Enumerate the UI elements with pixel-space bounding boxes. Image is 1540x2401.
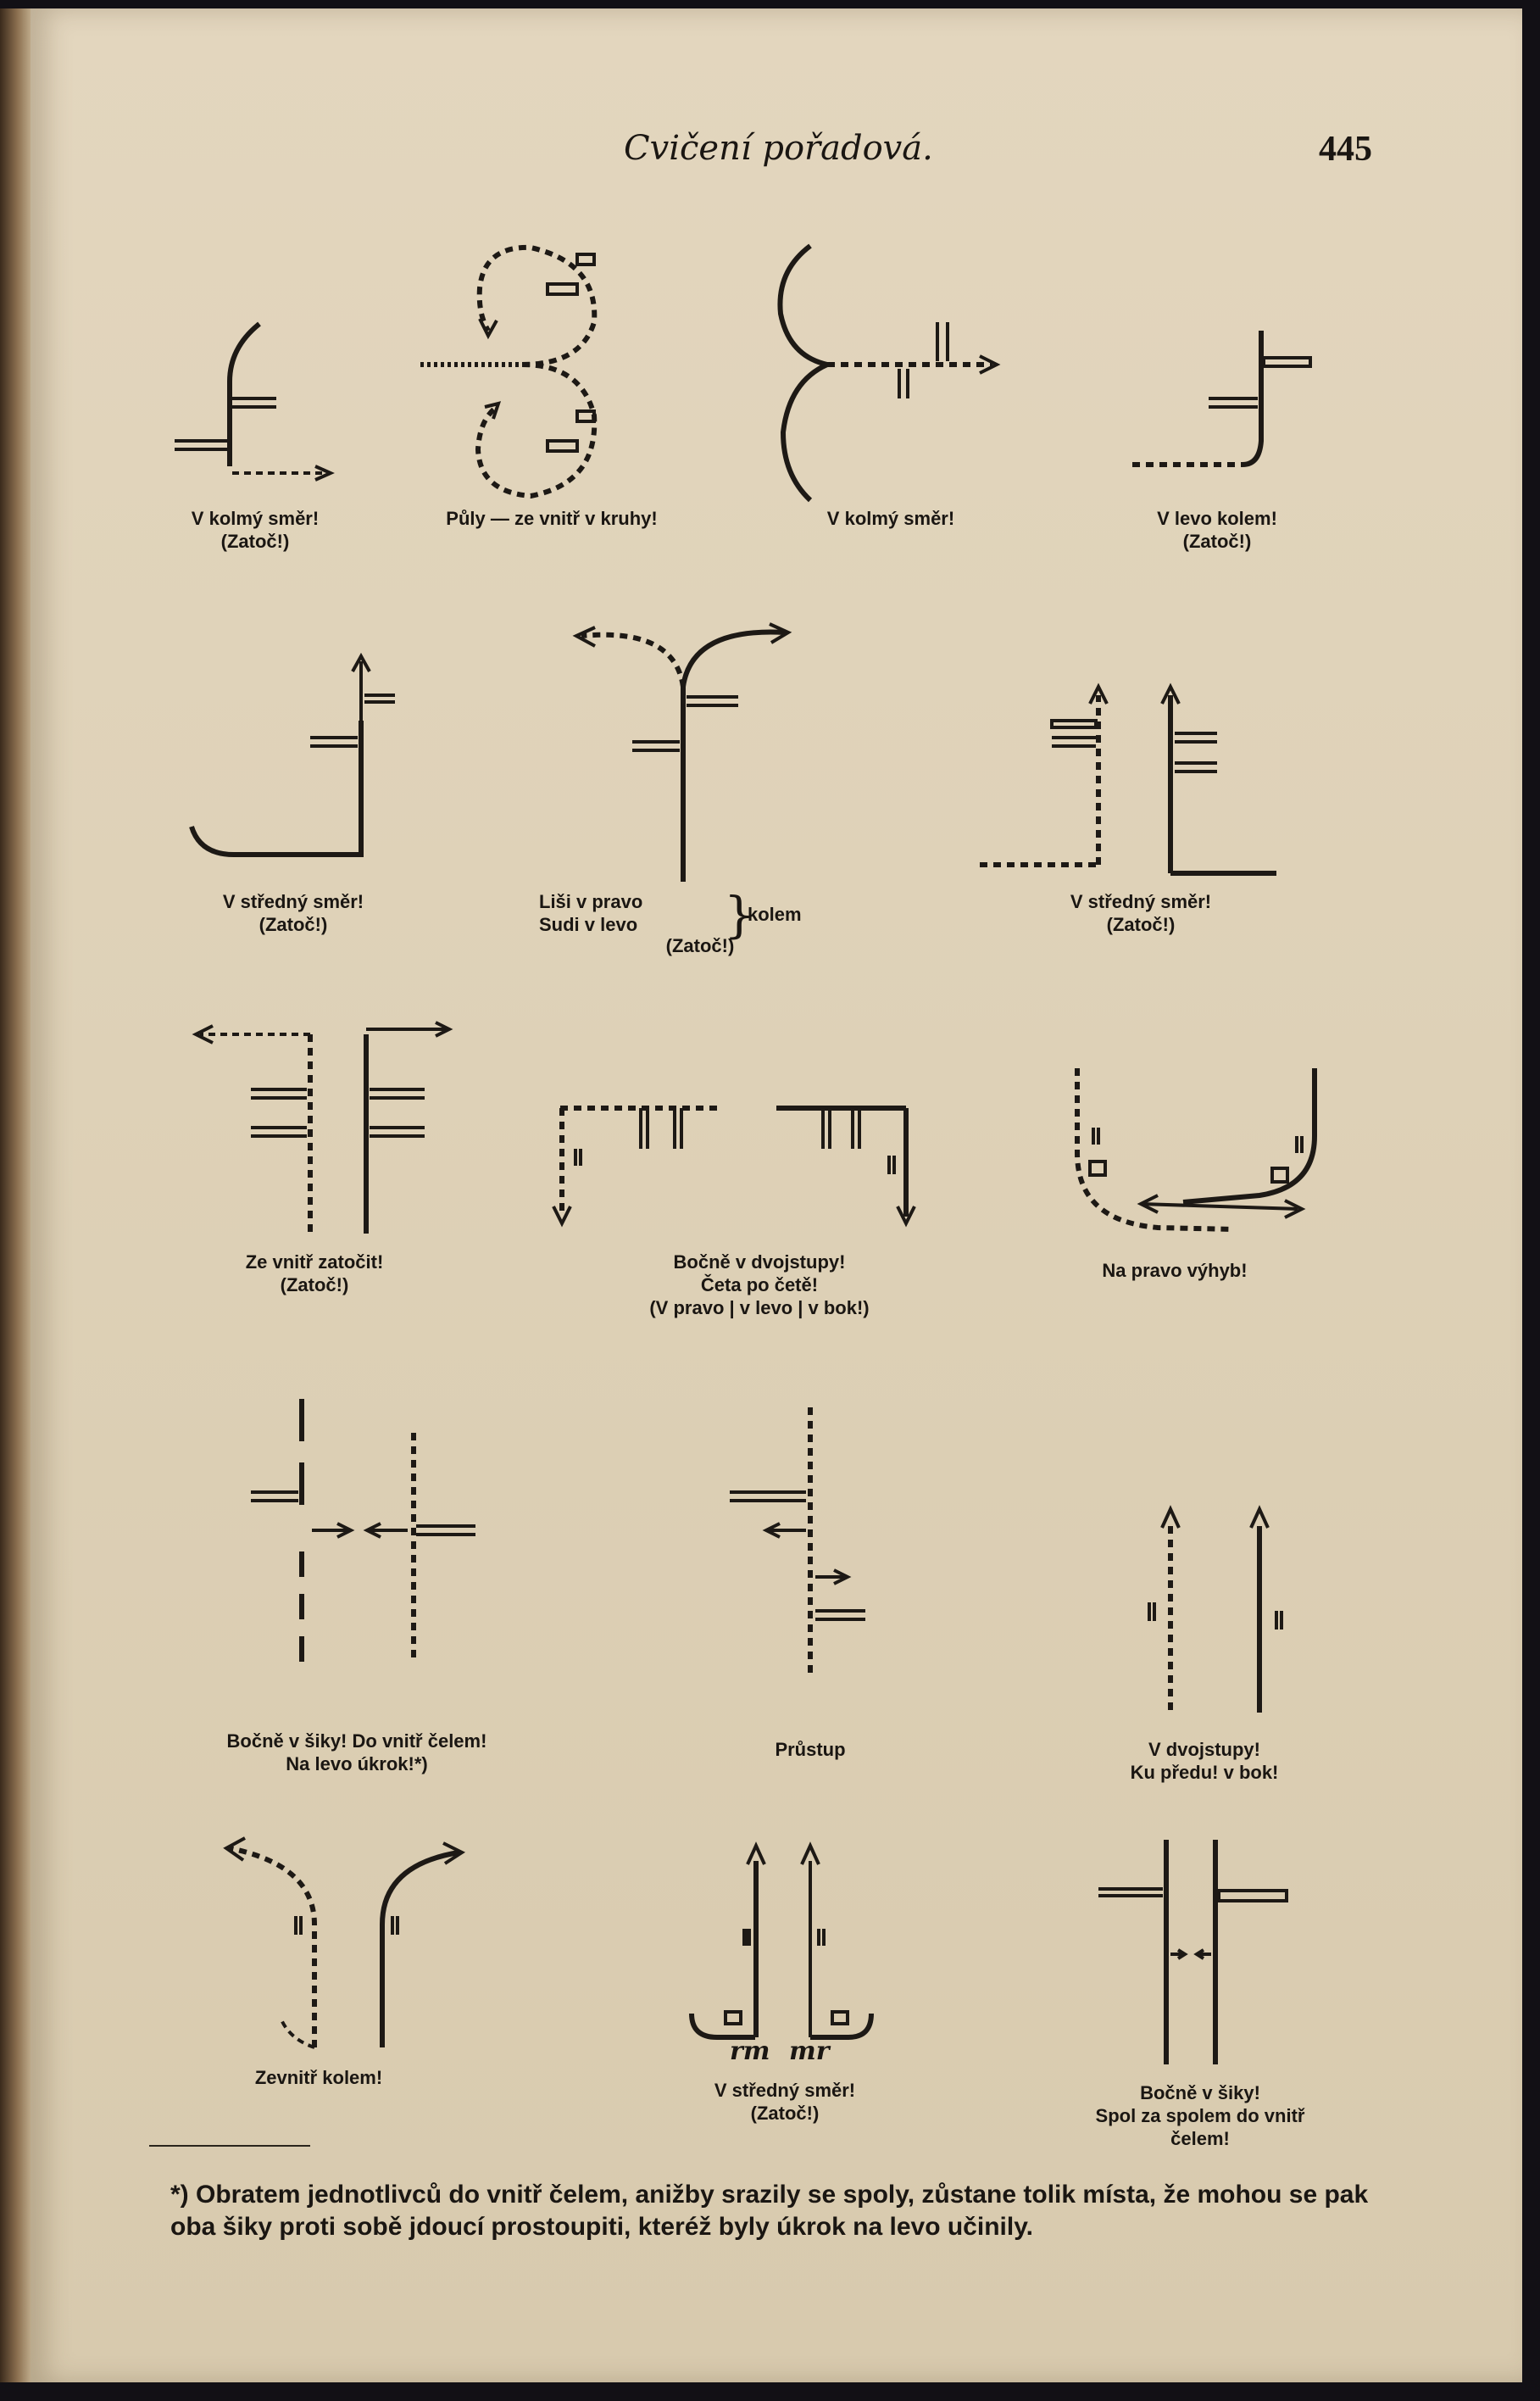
diagram-kolmy-smer-2 — [759, 237, 1014, 509]
diagram-levo-kolem — [1115, 322, 1327, 475]
caption-fig-15 — [649, 2079, 920, 2125]
caption-line: (V pravo | v levo | v bok!) — [649, 1297, 870, 1318]
caption-fig-7 — [1005, 890, 1276, 936]
caption-fig-6-brace-label: kolem — [748, 904, 802, 925]
caption-fig-10 — [1039, 1259, 1310, 1282]
caption-line: V levo kolem! — [1157, 508, 1277, 529]
caption-line: V dvojstupy! — [1148, 1739, 1260, 1760]
diagram-puly-kruhy — [412, 237, 675, 543]
caption-line: Ku předu! v bok! — [1130, 1762, 1279, 1783]
caption-line: Na levo úkrok!*) — [286, 1753, 428, 1774]
caption-line: Na pravo výhyb! — [1102, 1260, 1248, 1281]
caption-line: (Zatoč!) — [280, 1274, 349, 1295]
caption-line: (Zatoč!) — [750, 2103, 820, 2124]
label-mr: mr — [789, 2036, 830, 2066]
caption-line: Ze vnitř zatočit! — [245, 1251, 384, 1273]
book-page — [31, 8, 1522, 2382]
caption-line: Liši v pravo — [539, 891, 643, 912]
caption-line: (Zatoč!) — [220, 531, 290, 552]
caption-line: čelem! — [1170, 2128, 1230, 2149]
caption-fig-6 — [539, 890, 709, 936]
caption-line: V středný směr! — [222, 891, 364, 912]
footnote: *) Obratem jednotlivců do vnitř čelem, anižby srazily se spoly, zůstane tolik místa, že mohou se pak oba šiky proti sobě jdoucí prostoupiti, kteréž byly úkrok na levo učinily. — [170, 2181, 1369, 2241]
caption-line: (Zatoč!) — [1106, 914, 1176, 935]
caption-line: Bočně v šiky! Do vnitř čelem! — [226, 1730, 487, 1752]
caption-fig-6-extra: (Zatoč!) — [665, 935, 735, 956]
caption-line: (Zatoč!) — [259, 914, 328, 935]
caption-fig-5 — [158, 890, 429, 936]
caption-fig-3 — [755, 507, 1026, 530]
page-number: 445 — [1319, 130, 1372, 169]
caption-line: (Zatoč!) — [1182, 531, 1252, 552]
caption-line: V kolmý směr! — [826, 508, 955, 529]
diagram-dvojstupy — [1124, 1501, 1293, 1721]
caption-line: Půly — ze vnitř v kruhy! — [446, 508, 658, 529]
caption-fig-12 — [675, 1738, 946, 1761]
caption-fig-14 — [183, 2066, 454, 2089]
brace-symbol: } — [724, 886, 755, 944]
caption-fig-2 — [374, 507, 730, 530]
diagram-bocne-dvojstupy — [552, 1098, 925, 1234]
caption-line: V kolmý směr! — [191, 508, 320, 529]
diagram-ze-vnitr-zatocit — [166, 1017, 454, 1238]
caption-line: V středný směr! — [1070, 891, 1212, 912]
diagram-bocne-siky-spol — [1090, 1840, 1293, 2069]
footnote-rule — [149, 2145, 310, 2147]
caption-fig-13 — [1069, 1738, 1340, 1784]
caption-fig-16 — [1065, 2081, 1336, 2150]
caption-fig-9 — [590, 1251, 929, 1319]
caption-line: Bočně v šiky! — [1140, 2082, 1260, 2103]
diagram-stredny-smer-3 — [683, 1836, 887, 2069]
diagram-lisi-sudi — [548, 602, 819, 890]
running-head: Cvičení pořadová. — [624, 129, 933, 168]
diagram-stredny-smer-1 — [183, 653, 403, 873]
caption-fig-8 — [179, 1251, 450, 1296]
diagram-bocne-v-siky — [234, 1399, 488, 1670]
diagram-prustup — [726, 1407, 895, 1679]
caption-fig-1 — [120, 507, 391, 553]
caption-line: V středný směr! — [714, 2080, 856, 2101]
diagram-zevnitr-kolem — [213, 1823, 484, 2060]
caption-line: Spol za spolem do vnitř — [1095, 2105, 1305, 2126]
caption-line: Sudi v levo — [539, 914, 638, 935]
caption-line: Zevnitř kolem! — [254, 2067, 383, 2088]
diagram-na-pravo-vyhyb — [1056, 1060, 1336, 1246]
caption-line: Bočně v dvojstupy! — [673, 1251, 846, 1273]
label-rm: rm — [730, 2036, 770, 2066]
caption-fig-4 — [1081, 507, 1353, 553]
book-spine — [0, 8, 34, 2382]
diagram-kolmy-smer-1 — [158, 314, 353, 500]
caption-line: Četa po četě! — [700, 1274, 819, 1295]
diagram-stredny-smer-2 — [971, 670, 1293, 899]
caption-line: Průstup — [775, 1739, 846, 1760]
caption-fig-11 — [179, 1730, 535, 1775]
